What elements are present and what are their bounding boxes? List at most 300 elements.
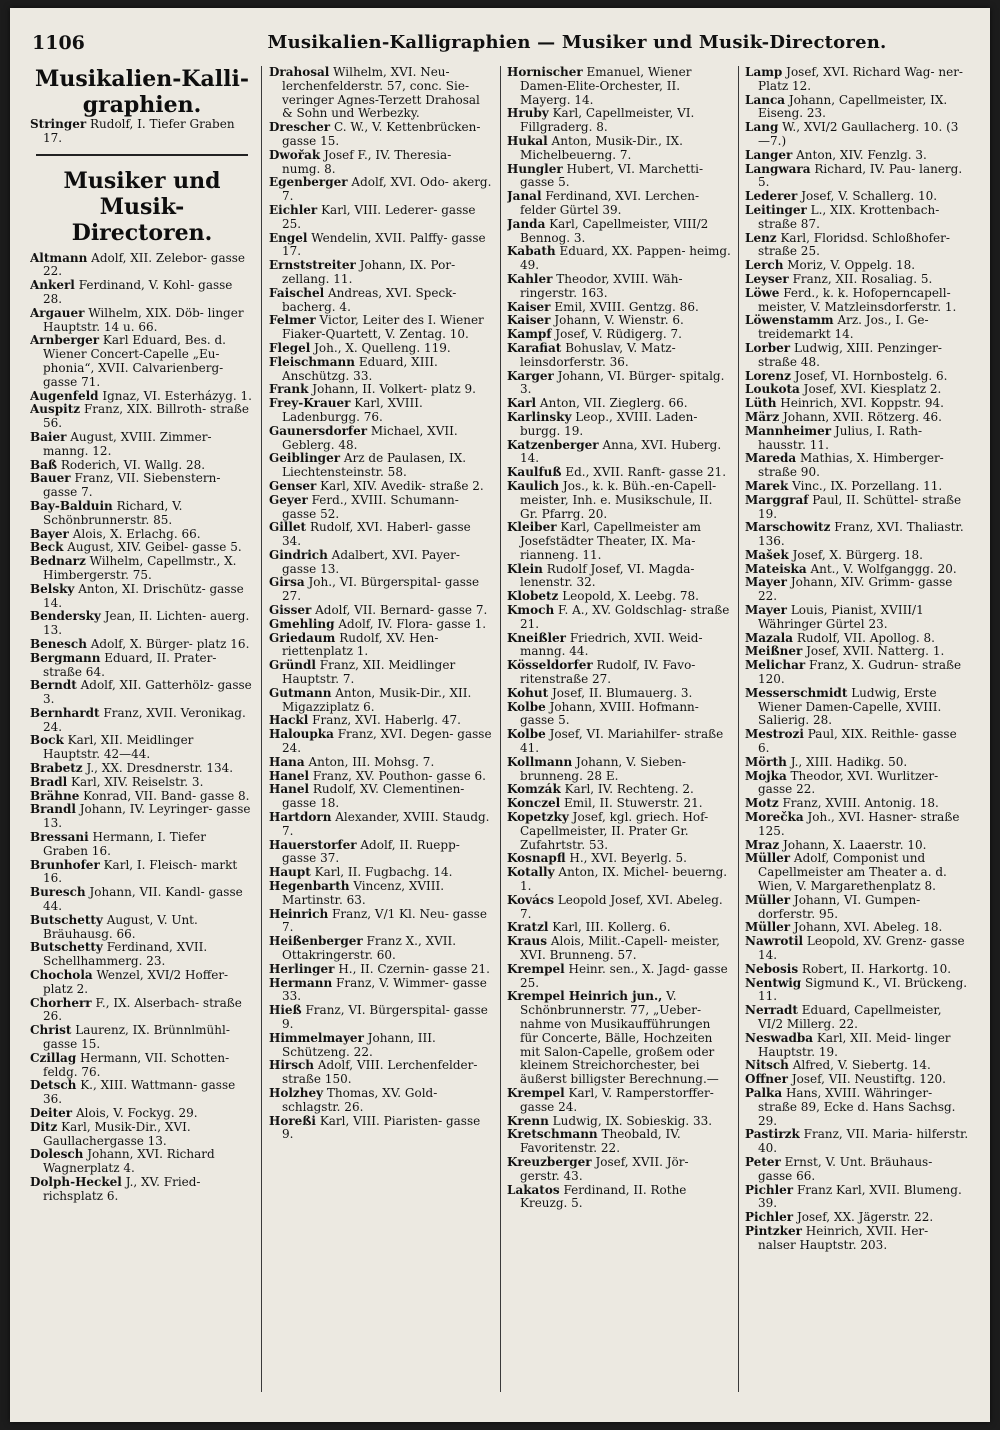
directory-entry — [30, 279, 254, 307]
directory-entry — [745, 1211, 969, 1225]
directory-entry — [507, 921, 731, 935]
column-1 — [30, 66, 254, 1396]
entry-name: Geiblinger — [269, 451, 341, 466]
directory-entry — [507, 563, 731, 591]
directory-entry — [745, 839, 969, 853]
directory-entry — [30, 252, 254, 280]
entry-name: Mayer — [745, 603, 787, 618]
entry-detail: Eduard, Capellmeister, VI/2 Millerg. 22. — [758, 1003, 942, 1031]
entry-name: Arnberger — [30, 333, 100, 348]
entry-name: Müller — [745, 920, 791, 935]
directory-entry — [745, 756, 969, 770]
entry-detail: F. A., XV. Goldschlag- straße 21. — [520, 603, 730, 631]
entry-name: Gutmann — [269, 685, 332, 700]
entry-detail: Josef F., IV. Theresia- numg. 8. — [282, 147, 452, 176]
entry-detail: Hans, XVIII. Währinger- straße 89, Ecke d. Hans Sachsg. 29. — [758, 1085, 956, 1128]
entry-name: Lorber — [745, 340, 791, 355]
entry-detail: Emil, XVIII. Gentzg. 86. — [554, 299, 699, 314]
entry-name: Eichler — [269, 202, 318, 217]
entry-detail: Thomas, XV. Gold- schlagstr. 26. — [282, 1085, 438, 1114]
entry-detail: Theobald, IV. Favoritenstr. 22. — [520, 1127, 681, 1156]
entry-name: Krempel — [507, 961, 565, 976]
entry-name: Heinrich — [269, 906, 329, 921]
entry-name: Messerschmidt — [745, 685, 848, 700]
entry-name: Brabetz — [30, 761, 83, 776]
directory-entry — [745, 232, 969, 260]
directory-entry — [269, 494, 493, 522]
entry-detail: Vincenz, XVIII. Martinstr. 63. — [282, 879, 445, 907]
entry-detail: Franz, XII. Rosaliag. 5. — [792, 271, 933, 286]
entry-name: Himmelmayer — [269, 1030, 364, 1045]
entry-detail: Wilhelm, Capellmstr., X. Himbergerstr. 75. — [43, 554, 237, 582]
directory-entry — [30, 1107, 254, 1121]
entry-detail: August, XVIII. Zimmer- manng. 12. — [43, 429, 212, 458]
directory-entry — [30, 1024, 254, 1052]
entry-name: Peter — [745, 1154, 781, 1169]
directory-entry — [269, 963, 493, 977]
entry-name: Kmoch — [507, 603, 555, 618]
entry-name: Berndt — [30, 678, 77, 693]
entry-name: Marggraf — [745, 492, 809, 507]
entry-detail: Leop., XVIII. Laden- burgg. 19. — [520, 409, 698, 438]
entry-detail: Richard, IV. Pau- lanerg. 5. — [758, 161, 963, 190]
directory-entry — [269, 659, 493, 687]
entry-detail: Adolf, XVI. Odo- akerg. 7. — [282, 175, 492, 204]
entry-name: Deiter — [30, 1106, 73, 1120]
directory-entry — [507, 190, 731, 218]
entry-detail: Franz Karl, XVII. Blumeng. 39. — [758, 1182, 962, 1211]
entry-name: Janal — [507, 189, 542, 204]
directory-entry — [269, 1115, 493, 1143]
entry-name: Argauer — [30, 305, 85, 320]
entry-detail: Karl, VIII. Piaristen- gasse 9. — [282, 1113, 481, 1142]
entry-detail: Laurenz, IX. Brünnlmühl- gasse 15. — [43, 1023, 230, 1052]
entry-detail: Wilhelm, XIX. Döb- linger Hauptstr. 14 u. 66. — [43, 305, 244, 334]
entry-detail: L., XIX. Krottenbach- straße 87. — [758, 202, 940, 231]
entry-name: Katzenberger — [507, 437, 599, 452]
directory-entry — [745, 1184, 969, 1212]
directory-entry — [507, 783, 731, 797]
entry-name: Herlinger — [269, 961, 335, 976]
directory-entry — [745, 963, 969, 977]
directory-entry — [30, 638, 254, 652]
directory-entry — [269, 783, 493, 811]
entry-name: Kretschmann — [507, 1127, 598, 1142]
entry-detail: Anton, Musik-Dir., XII. Migazziplatz 6. — [282, 685, 472, 714]
entry-name: Kollmann — [507, 754, 573, 769]
entry-detail: Paul, II. Schüttel- straße 19. — [758, 492, 962, 521]
entry-detail: Franz, XVI. Thaliastr. 136. — [758, 520, 964, 549]
entry-name: Kösseldorfer — [507, 658, 593, 673]
entry-name: Gmehling — [269, 616, 335, 631]
entry-detail: Franz, XIX. Billroth- straße 56. — [43, 402, 249, 431]
directory-entry — [507, 411, 731, 439]
directory-entry — [745, 480, 969, 494]
entry-name: Lang — [745, 120, 779, 135]
entry-name: Ernststreiter — [269, 258, 356, 273]
entry-name: Kaulfuß — [507, 465, 562, 480]
entry-detail: Johann, VI. Gumpen- dorferstr. 95. — [758, 892, 921, 921]
entry-name: Dolph-Heckel — [30, 1174, 122, 1189]
entry-detail: F., IX. Alserbach- straße 26. — [43, 995, 242, 1024]
directory-entry — [269, 1059, 493, 1087]
entry-detail: Adolf, XII. Zelebor- gasse 22. — [43, 250, 246, 279]
directory-entry — [269, 232, 493, 260]
directory-entry — [30, 679, 254, 707]
entry-name: Marschowitz — [745, 520, 831, 535]
entry-name: Bradl — [30, 774, 68, 789]
directory-entry — [507, 66, 731, 107]
entry-name: Chorherr — [30, 995, 92, 1010]
directory-entry — [269, 149, 493, 177]
column-rule — [738, 66, 739, 1392]
entry-detail: Joh., VI. Bürgerspital- gasse 27. — [282, 575, 480, 604]
entry-name: Holzhey — [269, 1085, 324, 1100]
entry-name: Kovács — [507, 892, 554, 907]
entry-detail: H., II. Czernin- gasse 21. — [338, 961, 490, 976]
entry-name: Belsky — [30, 581, 75, 596]
entry-name: Nitsch — [745, 1058, 789, 1073]
entry-name: Leyser — [745, 271, 789, 286]
directory-entry — [507, 728, 731, 756]
entry-detail: Franz, XVI. Haberlg. 47. — [312, 713, 461, 728]
entry-name: Buresch — [30, 885, 86, 900]
directory-entry — [269, 204, 493, 232]
entry-detail: Franz, XVII. Veronikag. 24. — [43, 705, 246, 734]
directory-entry — [745, 425, 969, 453]
entry-detail: Wilhelm, XVI. Neu- lerchenfelderstr. 57, conc. Sie- veringer Agnes-Terzett Drahosal & Sohn und Werbezky. — [282, 66, 480, 121]
directory-entry — [507, 852, 731, 866]
entry-detail: Adolf, XII. Gatterhölz- gasse 3. — [43, 678, 252, 707]
entry-name: Gillet — [269, 520, 307, 535]
directory-entry — [30, 762, 254, 776]
directory-entry — [745, 314, 969, 342]
directory-entry — [30, 528, 254, 542]
directory-entry — [745, 576, 969, 604]
entry-name: Pastirzk — [745, 1127, 800, 1142]
entry-name: Lenz — [745, 230, 777, 245]
entry-name: Leitinger — [745, 202, 807, 217]
entry-name: Kohut — [507, 685, 549, 700]
entry-detail: Michael, XVII. Geblerg. 48. — [282, 423, 458, 452]
entry-detail: Karl, II. Fugbachg. 14. — [314, 865, 453, 880]
entry-detail: Franz, XVIII. Antonig. 18. — [782, 796, 939, 811]
directory-entry — [269, 425, 493, 453]
entry-name: Drescher — [269, 120, 331, 135]
entry-name: Pichler — [745, 1182, 794, 1197]
entry-detail: Johann, VI. Bürger- spitalg. 3. — [520, 368, 725, 397]
directory-entry — [269, 397, 493, 425]
directory-entry — [745, 1225, 969, 1253]
entry-name: Kopetzky — [507, 810, 569, 825]
directory-entry — [745, 1156, 969, 1184]
directory-entry — [269, 259, 493, 287]
entry-name: Haupt — [269, 865, 311, 880]
directory-entry — [507, 245, 731, 273]
entry-detail: Adolf, X. Bürger- platz 16. — [90, 636, 250, 651]
entry-detail: Ed., XVII. Ranft- gasse 21. — [565, 465, 727, 480]
entry-detail: J., XX. Dresdnerstr. 134. — [86, 761, 234, 776]
entry-detail: Anton, XIV. Fenzlg. 3. — [796, 147, 927, 162]
entry-detail: Karl, Capellmeister, VIII/2 Bennog. 3. — [520, 216, 709, 245]
entry-name: Nebosis — [745, 961, 799, 976]
entry-detail: Karl, XII. Meidlinger Hauptstr. 42—44. — [43, 733, 194, 762]
directory-entry — [269, 287, 493, 315]
directory-entry — [507, 935, 731, 963]
entry-name: Haloupka — [269, 727, 334, 742]
entry-name: Hauerstorfer — [269, 837, 357, 852]
entry-detail: Moriz, V. Oppelg. 18. — [787, 258, 916, 273]
directory-entry — [507, 397, 731, 411]
entry-detail: Roderich, VI. Wallg. 28. — [60, 457, 206, 472]
entry-name: Hukal — [507, 133, 548, 148]
entry-name: Langwara — [745, 161, 811, 176]
entry-name: Krempel Heinrich jun., — [507, 989, 663, 1004]
directory-entry — [745, 1087, 969, 1128]
directory-entry — [269, 452, 493, 480]
entry-name: Felmer — [269, 313, 316, 328]
directory-entry — [30, 334, 254, 389]
directory-entry — [30, 459, 254, 473]
entry-detail: Josef, XVI. Kiesplatz 2. — [803, 382, 942, 397]
entry-name: Morečka — [745, 810, 804, 825]
directory-entry — [30, 118, 254, 146]
entry-name: Müller — [745, 892, 791, 907]
directory-entry — [507, 273, 731, 301]
entry-detail: Emil, II. Stuwerstr. 21. — [564, 796, 703, 811]
entry-detail: Leopold Josef, XVI. Abeleg. 7. — [520, 892, 723, 921]
entry-name: Dolesch — [30, 1147, 84, 1162]
entry-name: Pintzker — [745, 1223, 802, 1238]
entry-detail: Anton, VII. Zieglerg. 66. — [539, 396, 688, 411]
directory-entry — [269, 66, 493, 121]
entry-detail: H., XVI. Beyerlg. 5. — [569, 851, 687, 866]
entry-detail: Rudolf, XV. Hen- riettenplatz 1. — [282, 630, 439, 659]
entry-detail: Josef, VI. Mariahilfer- straße 41. — [520, 727, 724, 756]
entry-detail: Adolf, VIII. Lerchenfelder- straße 150. — [282, 1058, 478, 1087]
section-divider — [36, 154, 248, 156]
entry-detail: Karl, I. Fleisch- markt 16. — [43, 857, 238, 886]
section-heading-musiker: Musiker und Musik-Directoren. — [63, 167, 221, 246]
entry-name: Kraus — [507, 934, 548, 949]
directory-entry — [745, 811, 969, 839]
entry-detail: Ferdinand, XVI. Lerchen- felder Gürtel 39. — [520, 189, 700, 217]
entry-name: Bressani — [30, 830, 89, 845]
entry-detail: Adalbert, XVI. Payer- gasse 13. — [282, 547, 460, 576]
entry-detail: Ferd., XVIII. Schumann- gasse 52. — [282, 492, 459, 521]
entry-name: Hanel — [269, 782, 310, 797]
entry-detail: Rudolf Josef, VI. Magda- lenenstr. 32. — [520, 561, 695, 590]
directory-entry — [507, 107, 731, 135]
entry-list — [30, 118, 254, 146]
directory-entry — [507, 521, 731, 562]
directory-entry — [30, 969, 254, 997]
entry-name: Brähne — [30, 788, 80, 803]
directory-entry — [745, 549, 969, 563]
section-heading-kalligraphien: Musikalien-Kalli- graphien. — [34, 66, 249, 118]
running-head: Musikalien-Kalligraphien — Musiker und Musik-Directoren. — [267, 32, 887, 53]
entry-detail: Paul, XIX. Reithle- gasse 6. — [758, 727, 957, 756]
entry-detail: Jos., k. k. Büh.-en-Capell- meister, Inh. e. Musikschule, II. Gr. Pfarrg. 20. — [520, 478, 717, 521]
entry-name: Hanel — [269, 768, 310, 783]
entry-name: Kreuzberger — [507, 1154, 592, 1169]
entry-name: Melichar — [745, 658, 806, 673]
directory-entry — [507, 328, 731, 342]
directory-entry — [30, 500, 254, 528]
entry-detail: Heinrich, XVI. Koppstr. 94. — [780, 396, 944, 411]
directory-entry — [507, 590, 731, 604]
directory-entry — [507, 301, 731, 315]
entry-name: Kaiser — [507, 299, 551, 314]
directory-entry — [30, 831, 254, 859]
entry-name: Frey-Krauer — [269, 396, 351, 411]
entry-detail: Eduard, XIII. Anschützg. 33. — [282, 354, 438, 383]
directory-entry — [745, 149, 969, 163]
entry-detail: Rudolf, IV. Favo- ritenstraße 27. — [520, 658, 696, 687]
directory-entry — [269, 770, 493, 784]
directory-entry — [745, 1128, 969, 1156]
directory-entry — [30, 997, 254, 1025]
entry-detail: Adolf, II. Ruepp- gasse 37. — [282, 837, 460, 866]
entry-name: Mestrozi — [745, 727, 804, 742]
directory-entry — [745, 1032, 969, 1060]
directory-entry — [269, 687, 493, 715]
entry-name: Gründl — [269, 658, 316, 673]
entry-detail: Franz, VII. Maria- hilferstr. 40. — [758, 1127, 969, 1156]
entry-name: Butschetty — [30, 940, 103, 955]
entry-detail: Alfred, V. Siebertg. 14. — [792, 1058, 931, 1073]
entry-detail: C. W., V. Kettenbrücken- gasse 15. — [282, 120, 481, 148]
entry-detail: V. Schönbrunnerstr. 77, „Ueber- nahme von Musikaufführungen für Concerte, Bälle, Hochzeiten mit Salon-Capelle, großem oder kleinem Streichorchester, bei äußerst billigster Berechnung.— — [520, 989, 719, 1087]
entry-name: Kleiber — [507, 520, 557, 535]
entry-detail: Johann, V. Sieben- brunneng. 28 E. — [520, 754, 686, 783]
directory-entry — [269, 839, 493, 867]
entry-detail: Karl, XIV. Reiselstr. 3. — [71, 774, 204, 789]
entry-detail: Franz, XV. Pouthon- gasse 6. — [312, 768, 486, 783]
directory-entry — [30, 472, 254, 500]
entry-name: Krenn — [507, 1113, 549, 1128]
entry-detail: Ignaz, VI. Esterházyg. 1. — [102, 388, 252, 403]
entry-detail: Karl, Capellmeister am Josefstädter Theater, IX. Ma- rianneng. 11. — [520, 520, 701, 562]
entry-name: Kampf — [507, 327, 552, 342]
directory-entry — [269, 632, 493, 660]
entry-detail: Franz, X. Gudrun- straße 120. — [758, 658, 962, 687]
entry-detail: Karl, Musik-Dir., XVI. Gaullachergasse 13. — [43, 1119, 191, 1148]
directory-entry — [30, 1121, 254, 1149]
entry-detail: Leopold, XV. Grenz- gasse 14. — [758, 934, 965, 962]
entry-name: Mateiska — [745, 561, 807, 576]
entry-detail: Ferdinand, XVII. Schellhammerg. 23. — [43, 940, 208, 969]
directory-entry — [745, 370, 969, 384]
directory-entry — [745, 383, 969, 397]
entry-name: Kaiser — [507, 313, 551, 328]
entry-name: Hornischer — [507, 66, 583, 79]
directory-entry — [507, 894, 731, 922]
entry-detail: Wenzel, XVI/2 Hoffer- platz 2. — [43, 968, 229, 996]
directory-entry — [269, 714, 493, 728]
directory-entry — [745, 190, 969, 204]
directory-entry — [745, 797, 969, 811]
entry-name: Hana — [269, 754, 305, 769]
entry-detail: Karl, XIV. Avedik- straße 2. — [320, 478, 484, 493]
entry-detail: K., XIII. Wattmann- gasse 36. — [43, 1078, 236, 1107]
column-3 — [507, 66, 731, 1396]
directory-entry — [745, 770, 969, 798]
entry-name: Lorenz — [745, 368, 791, 383]
entry-name: Kratzl — [507, 920, 549, 935]
entry-name: Heißenberger — [269, 934, 363, 949]
entry-name: Benesch — [30, 636, 87, 651]
entry-detail: Johann, IV. Leyringer- gasse 13. — [43, 802, 251, 831]
entry-name: Faischel — [269, 285, 325, 300]
entry-detail: J., XIII. Hadikg. 50. — [790, 754, 908, 769]
entry-detail: Franz, XII. Meidlinger Hauptstr. 7. — [282, 658, 456, 687]
directory-entry — [30, 1079, 254, 1107]
entry-detail: Joh., XVI. Hasner- straße 125. — [758, 810, 960, 838]
directory-entry — [507, 990, 731, 1087]
directory-entry — [269, 356, 493, 384]
entry-detail: Johann, XVIII. Hofmann- gasse 5. — [520, 699, 699, 728]
directory-entry — [745, 894, 969, 922]
entry-detail: Karl Eduard, Bes. d. Wiener Concert-Capelle „Eu- phonia“, XVII. Calvarienberg- gasse 71. — [43, 333, 226, 389]
directory-entry — [745, 163, 969, 191]
directory-entry — [507, 218, 731, 246]
entry-name: Hegenbarth — [269, 879, 350, 894]
directory-entry — [30, 790, 254, 804]
entry-name: Stringer — [30, 117, 87, 131]
entry-detail: Karl, VIII. Lederer- gasse 25. — [282, 202, 476, 231]
entry-name: Bendersky — [30, 609, 101, 624]
directory-entry — [269, 1032, 493, 1060]
directory-entry — [507, 1087, 731, 1115]
directory-entry — [269, 342, 493, 356]
entry-name: Motz — [745, 796, 779, 811]
directory-entry — [745, 921, 969, 935]
entry-name: Löwenstamm — [745, 313, 834, 328]
entry-detail: Mathias, X. Himberger- straße 90. — [758, 451, 944, 480]
entry-name: Mannheimer — [745, 423, 832, 438]
entry-name: Kolbe — [507, 727, 546, 742]
entry-detail: Franz X., XVII. Ottakringerstr. 60. — [282, 934, 457, 962]
entry-name: Bauer — [30, 471, 71, 486]
directory-entry — [30, 1148, 254, 1176]
directory-entry — [269, 811, 493, 839]
entry-list — [269, 66, 493, 1142]
entry-detail: W., XVI/2 Gaullacherg. 10. (3—7.) — [758, 120, 959, 148]
directory-entry — [507, 659, 731, 687]
directory-entry — [745, 204, 969, 232]
entry-name: Frank — [269, 382, 309, 397]
entry-name: Mörth — [745, 754, 787, 769]
entry-name: Löwe — [745, 285, 780, 300]
entry-name: Gindrich — [269, 547, 328, 562]
entry-detail: Johann, II. Volkert- platz 9. — [312, 382, 476, 397]
entry-name: Lüth — [745, 396, 777, 411]
directory-entry — [507, 701, 731, 729]
entry-detail: Julius, I. Rath- hausstr. 11. — [758, 423, 923, 452]
entry-detail: Ferdinand, II. Rothe Kreuzg. 5. — [520, 1182, 687, 1211]
entry-detail: Ferdinand, V. Kohl- gasse 28. — [43, 278, 233, 306]
entry-detail: Theodor, XVI. Wurlitzer- gasse 22. — [758, 768, 939, 797]
directory-entry — [30, 1176, 254, 1204]
entry-name: Fleischmann — [269, 354, 355, 369]
entry-name: Kotally — [507, 865, 555, 880]
entry-detail: Johann, XIV. Grimm- gasse 22. — [758, 575, 953, 604]
directory-entry — [745, 259, 969, 273]
entry-detail: Josef, II. Blumauerg. 3. — [552, 685, 693, 700]
directory-entry — [269, 756, 493, 770]
entry-name: Nentwig — [745, 975, 802, 990]
